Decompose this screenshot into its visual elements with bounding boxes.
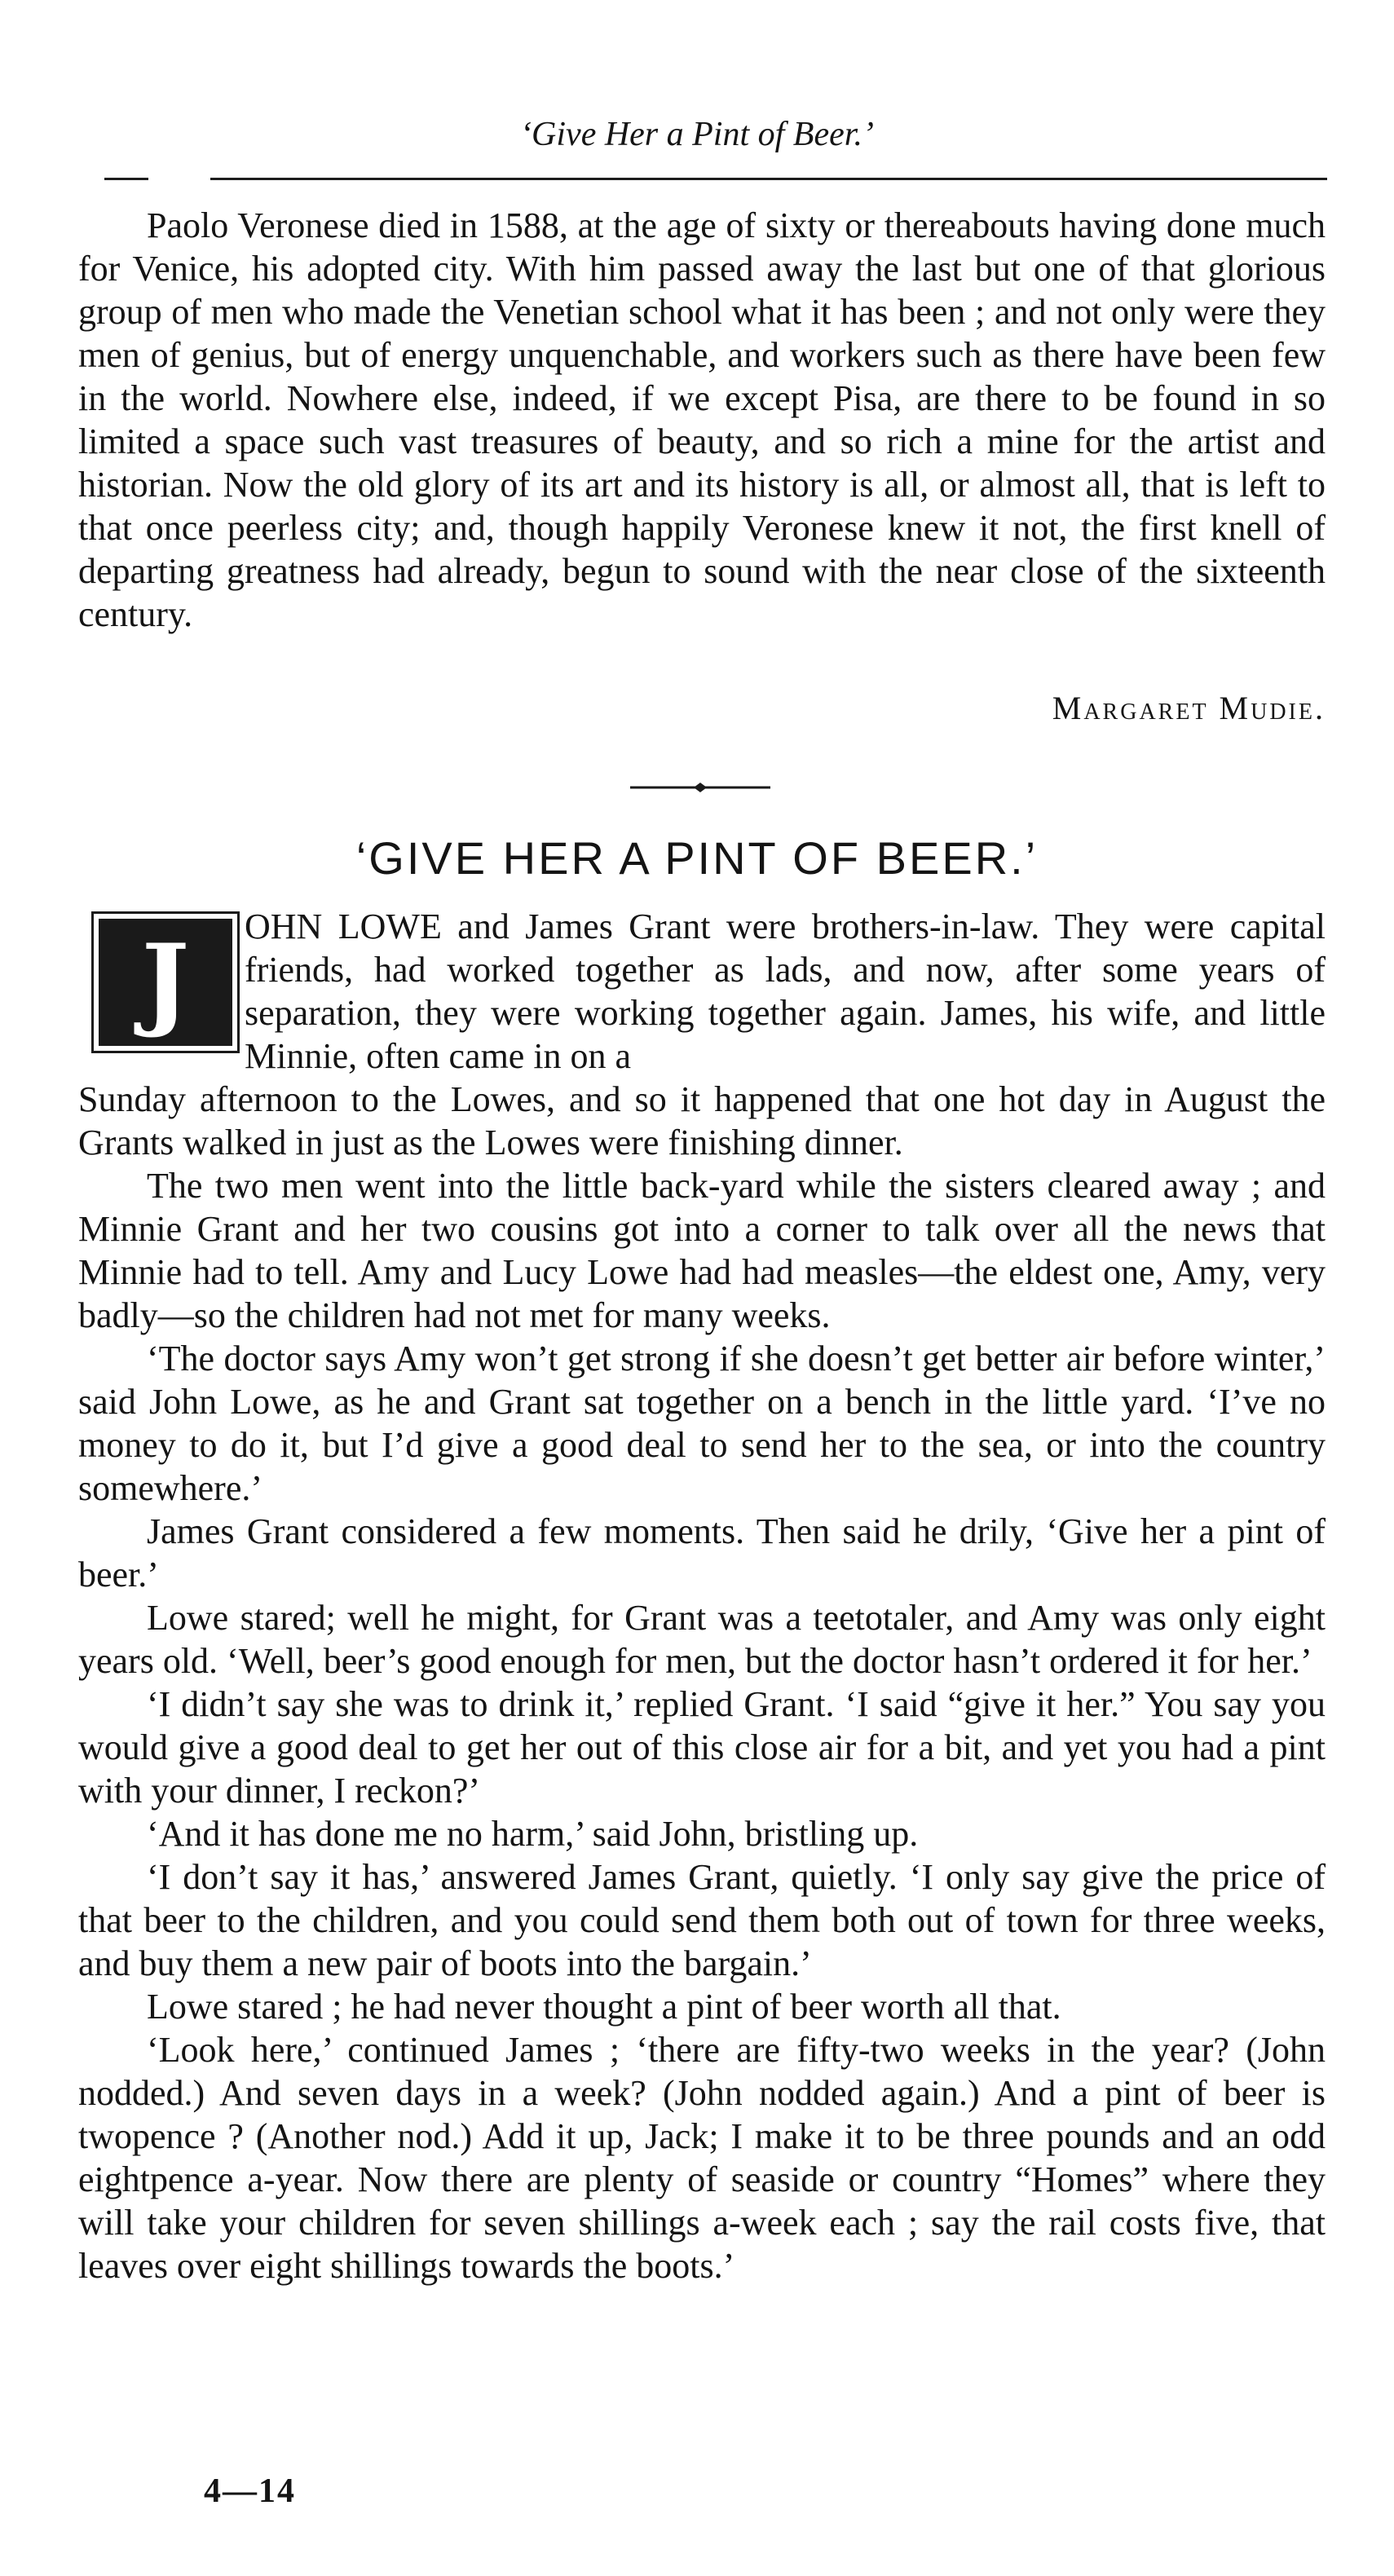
decorative-initial [91,911,240,1053]
opening-paragraph-continued: Sunday afternoon to the Lowes, and so it happened that one hot day in August the Grants walked in just as the Lowes were finishing dinner. [78,1079,1326,1162]
opening-paragraph: OHN LOWE and James Grant were brothers-in-law. They were capital friends, had worked together as lads, and now, after some years of separation, they were working together again. James, his wife, and little Minnie, often came in on a [245,906,1326,1076]
previous-article-text [78,204,1326,636]
story-paragraph: The two men went into the little back-yard while the sisters cleared away ; and Minnie Grant and her two cousins got into a corner to talk over all the news that Minnie had to tell. Amy and Lucy Lowe had had measles—the eldest one, Amy, very badly—so the children had not met for many weeks. [78,1166,1326,1335]
article-body [78,1078,1326,2287]
section-divider-ornament [630,783,770,792]
header-rule-left [104,178,148,180]
story-paragraph: ‘The doctor says Amy won’t get strong if she doesn’t get better air before winter,’ said John Lowe, as he and Grant sat together on a bench in the little yard. ‘I’ve no money to do it, but I’d give a good deal to send her to the sea, or into the country somewhere.’ [78,1339,1326,1508]
story-paragraph: Lowe stared; well he might, for Grant was a teetotaler, and Amy was only eight years old. ‘Well, beer’s good enough for men, but the doctor hasn’t ordered it for her.’ [78,1598,1326,1681]
article-title: ‘GIVE HER A PINT OF BEER.’ [355,832,1039,884]
story-paragraph: ‘Look here,’ continued James ; ‘there are fifty-two weeks in the year? (John nodded.) And seven days in a week? (John nodded again.) And a pint of beer is twopence ? (Another nod.) Add it up, Jack; I make it to be three pounds and an odd eightpence a-year. Now there are plenty of seaside or country “Homes” where they will take your children for seven shillings a-week each ; say the rail costs five, that leaves over eight shillings towards the boots.’ [78,2030,1326,2286]
header-rule-right [210,178,1327,180]
author-signature: Margaret Mudie. [1036,686,1326,730]
story-paragraph: ‘I didn’t say she was to drink it,’ replied Grant. ‘I said “give it her.” You say you would give a good deal to get her out of this close air for a bit, and yet you had a pint with your dinner, I reckon?’ [78,1684,1326,1811]
story-paragraph: ‘And it has done me no harm,’ said John, bristling up. [147,1814,919,1854]
story-paragraph: James Grant considered a few moments. Then said he drily, ‘Give her a pint of beer.’ [78,1511,1326,1595]
story-paragraph: Lowe stared ; he had never thought a pint of beer worth all that. [147,1987,1061,2027]
story-paragraph: ‘I don’t say it has,’ answered James Grant, quietly. ‘I only say give the price of that beer to the children, and you could send them both out of town for three weeks, and buy them a new pair of boots into the bargain.’ [78,1857,1326,1983]
previous-article-paragraph: Paolo Veronese died in 1588, at the age of sixty or thereabouts having done much for Venice, his adopted city. With him passed away the last but one of that glorious group of men who made the Venetian school what it has been ; and not only were they men of genius, but of energy unquenchable, and workers such as there have been few in the world. Nowhere else, indeed, if we except Pisa, are there to be found in so limited a space such vast treasures of beauty, and so rich a mine for the artist and historian. Now the old glory of its art and its history is all, or almost all, that is left to that once peerless city; and, though happily Veronese knew it not, the first knell of departing greatness had already, begun to sound with the near close of the sixteenth century. [78,205,1326,634]
drop-cap-letter: J [99,919,232,1046]
printer-signature-mark: 4—14 [204,2472,296,2510]
running-head: ‘Give Her a Pint of Beer.’ [520,116,874,153]
